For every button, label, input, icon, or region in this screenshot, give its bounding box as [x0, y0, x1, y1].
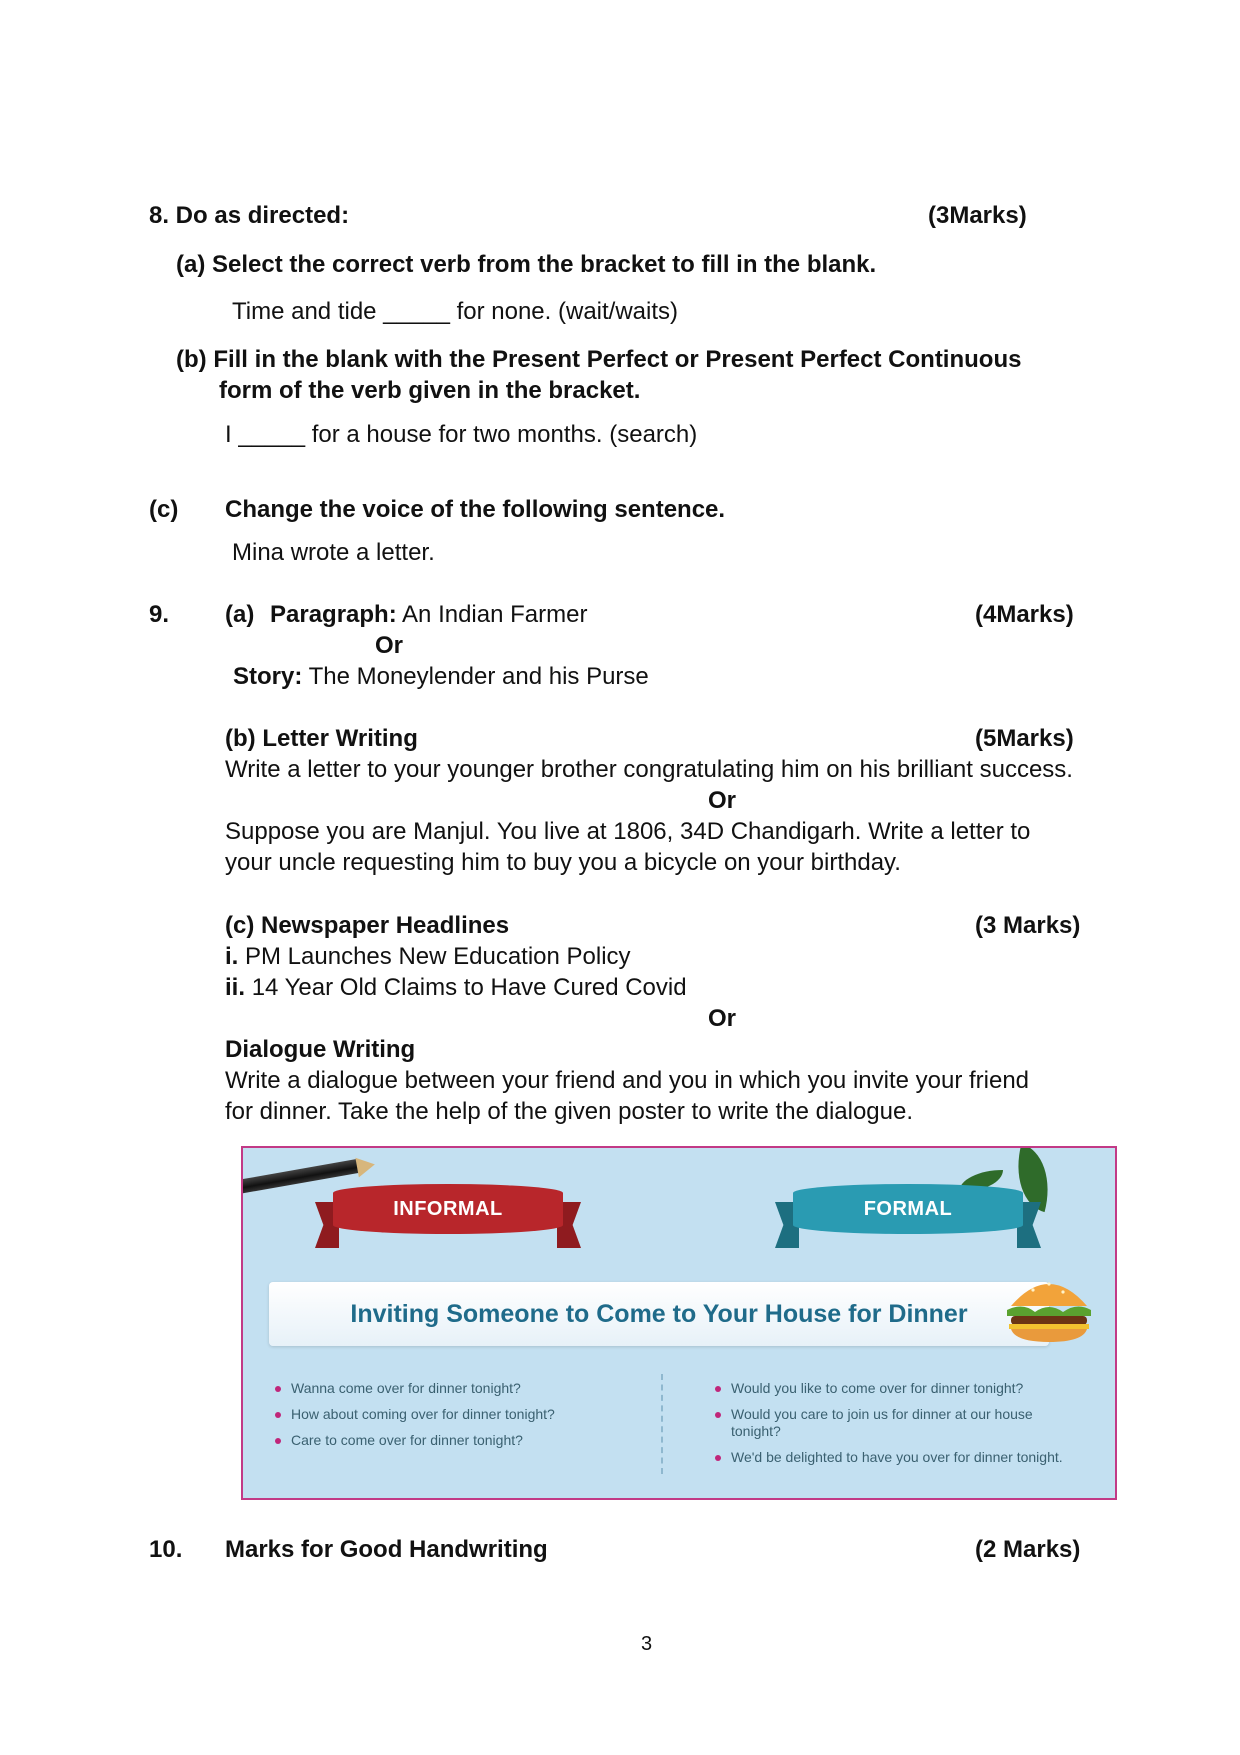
q9-b-line2: Suppose you are Manjul. You live at 1806, 34D Chandigarh. Write a letter to: [225, 818, 1031, 845]
q8-c-label: (c): [149, 496, 179, 523]
q9-b-or: Or: [708, 787, 737, 814]
burger-icon: [1003, 1266, 1095, 1346]
q9-c-heading: (c) Newspaper Headlines: [225, 912, 510, 939]
poster-title-bar: [269, 1282, 1049, 1346]
informal-label: INFORMAL: [393, 1198, 503, 1220]
q9-headline1: [225, 945, 631, 969]
q9-paragraph: [270, 603, 587, 627]
dinner-invitation-poster: [241, 1146, 1117, 1500]
q9-b-marks: (5Marks): [975, 725, 1074, 752]
q10-number: 10.: [149, 1536, 183, 1563]
q9-dialogue-heading: Dialogue Writing: [225, 1036, 416, 1063]
q9-paragraph-topic: An Indian Farmer: [402, 601, 588, 628]
formal-list: [713, 1380, 1083, 1475]
q9-c-marks: (3 Marks): [975, 912, 1081, 939]
q8-c-sentence: Mina wrote a letter.: [232, 539, 435, 566]
list-item: Care to come over for dinner tonight?: [273, 1432, 633, 1449]
q9-headline1-text: PM Launches New Education Policy: [245, 943, 631, 970]
q8-marks: (3Marks): [928, 202, 1027, 229]
q9-number: 9.: [149, 601, 170, 628]
q9-story-label: Story:: [233, 663, 303, 690]
q9-a-marks: (4Marks): [975, 601, 1074, 628]
formal-label: FORMAL: [863, 1198, 953, 1220]
q9-story-topic: The Moneylender and his Purse: [308, 663, 649, 690]
q9-headline2-text: 14 Year Old Claims to Have Cured Covid: [251, 974, 687, 1001]
list-item: Wanna come over for dinner tonight?: [273, 1380, 633, 1397]
q8-a-sentence: Time and tide _____ for none. (wait/waits): [232, 298, 679, 325]
list-item: How about coming over for dinner tonight?: [273, 1406, 633, 1423]
divider: [661, 1374, 663, 1474]
q8-b-instruction-line1: (b) Fill in the blank with the Present Perfect or Present Perfect Continuous: [176, 346, 1022, 373]
q8-b-instruction-line2: form of the verb given in the bracket.: [219, 377, 641, 404]
informal-ribbon: [333, 1184, 563, 1234]
q8-a-instruction: (a) Select the correct verb from the bracket to fill in the blank.: [176, 251, 877, 278]
q9-headline1-num: i.: [225, 943, 239, 970]
q9-story: [233, 665, 649, 689]
q9-a-label: (a): [225, 601, 255, 628]
q9-b-line3: your uncle requesting him to buy you a bicycle on your birthday.: [225, 849, 901, 876]
informal-list: [273, 1380, 633, 1458]
q9-paragraph-label: Paragraph:: [270, 601, 397, 628]
formal-ribbon: [793, 1184, 1023, 1234]
q8-b-sentence: I _____ for a house for two months. (search): [225, 421, 698, 448]
q10-heading: Marks for Good Handwriting: [225, 1536, 548, 1563]
list-item: Would you care to join us for dinner at our house tonight?: [713, 1406, 1083, 1440]
q9-headline2-num: ii.: [225, 974, 246, 1001]
poster-title: Inviting Someone to Come to Your House for Dinner: [350, 1300, 968, 1328]
page-number: 3: [641, 1633, 653, 1655]
q9-c-or: Or: [708, 1005, 737, 1032]
q9-dialogue-line2: for dinner. Take the help of the given poster to write the dialogue.: [225, 1098, 914, 1125]
q9-b-heading: (b) Letter Writing: [225, 725, 418, 752]
q9-b-line1: Write a letter to your younger brother congratulating him on his brilliant success.: [225, 756, 1073, 783]
list-item: Would you like to come over for dinner tonight?: [713, 1380, 1083, 1397]
q8-c-instruction: Change the voice of the following sentence.: [225, 496, 726, 523]
q9-headline2: [225, 976, 687, 1000]
q8-heading: 8. Do as directed:: [149, 202, 350, 229]
list-item: We'd be delighted to have you over for dinner tonight.: [713, 1449, 1083, 1466]
q10-marks: (2 Marks): [975, 1536, 1081, 1563]
q9-dialogue-line1: Write a dialogue between your friend and you in which you invite your friend: [225, 1067, 1030, 1094]
q9-a-or: Or: [375, 632, 404, 659]
